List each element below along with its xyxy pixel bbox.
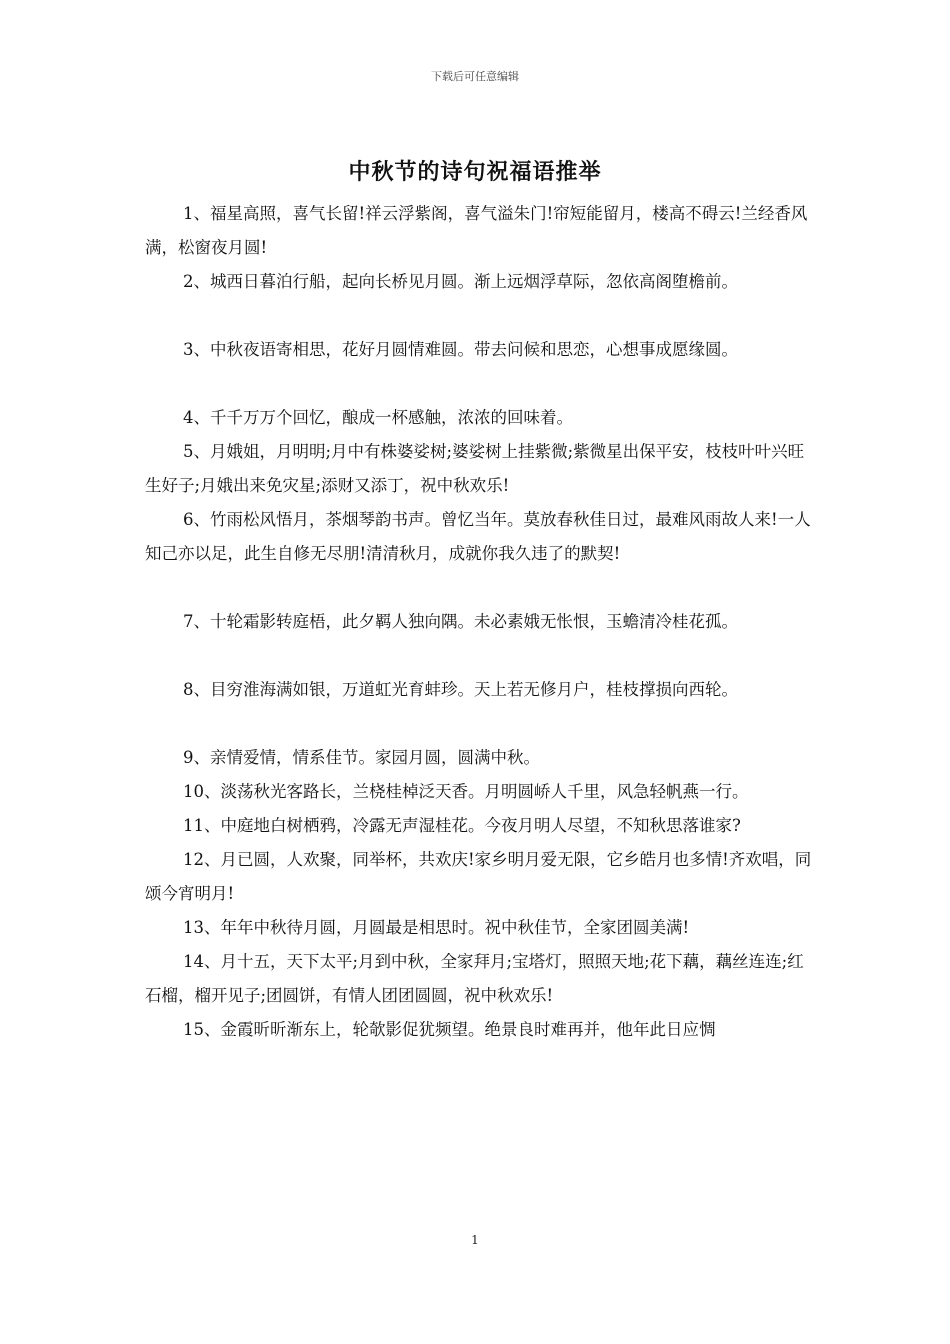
paragraph-10: 10、淡荡秋光客路长，兰桡桂棹泛天香。月明圆峤人千里，风急轻帆燕一行。 [183, 782, 749, 801]
document-title: 中秋节的诗句祝福语推举 [348, 159, 602, 185]
paragraph-4: 4、千千万万个回忆，酿成一杯感触，浓浓的回味着。 [183, 408, 573, 427]
paragraph-5: 5、月娥姐，月明明;月中有株婆娑树;婆娑树上挂紫微;紫微星出保平安，枝枝叶叶兴旺生好子;月娥出来免灾星;添财又添丁，祝中秋欢乐! [145, 442, 805, 495]
document-body [145, 197, 820, 1047]
paragraph-9: 9、亲情爱情，情系佳节。家园月圆，圆满中秋。 [183, 748, 540, 767]
paragraph-14: 14、月十五，天下太平;月到中秋，全家拜月;宝塔灯，照照天地;花下藕，藕丝连连;红石榴，榴开见子;团圆饼，有情人团团圆圆，祝中秋欢乐! [145, 952, 804, 1005]
paragraph-7: 7、十轮霜影转庭梧，此夕羁人独向隅。未必素娥无怅恨，玉蟾清冷桂花孤。 [183, 612, 738, 631]
paragraph-11: 11、中庭地白树栖鸦，冷露无声湿桂花。今夜月明人尽望，不知秋思落谁家? [183, 816, 741, 835]
paragraph-3: 3、中秋夜语寄相思，花好月圆情难圆。带去问候和思恋，心想事成愿缘圆。 [183, 340, 738, 359]
page-header-note: 下载后可任意编辑 [431, 70, 519, 83]
paragraph-2: 2、城西日暮泊行船，起向长桥见月圆。渐上远烟浮草际，忽依高阁堕檐前。 [183, 272, 738, 291]
paragraph-6: 6、竹雨松风悟月，茶烟琴韵书声。曾忆当年。莫放春秋佳日过，最难风雨故人来!一人知己亦以足，此生自修无尽朋!清清秋月，成就你我久违了的默契! [145, 510, 811, 563]
page-number: 1 [471, 1233, 479, 1247]
paragraph-13: 13、年年中秋待月圆，月圆最是相思时。祝中秋佳节，全家团圆美满! [183, 918, 690, 937]
paragraph-1: 1、福星高照，喜气长留!祥云浮紫阁，喜气溢朱门!帘短能留月，楼高不碍云!兰经香风满，松窗夜月圆! [145, 204, 808, 257]
paragraph-8: 8、目穷淮海满如银，万道虹光育蚌珍。天上若无修月户，桂枝撑损向西轮。 [183, 680, 738, 699]
paragraph-15: 15、金霞昕昕渐东上，轮欹影促犹频望。绝景良时难再并，他年此日应惆 [183, 1020, 716, 1039]
paragraph-12: 12、月已圆，人欢聚，同举杯，共欢庆!家乡明月爱无限，它乡皓月也多情!齐欢唱，同颂今宵明月! [145, 850, 812, 903]
